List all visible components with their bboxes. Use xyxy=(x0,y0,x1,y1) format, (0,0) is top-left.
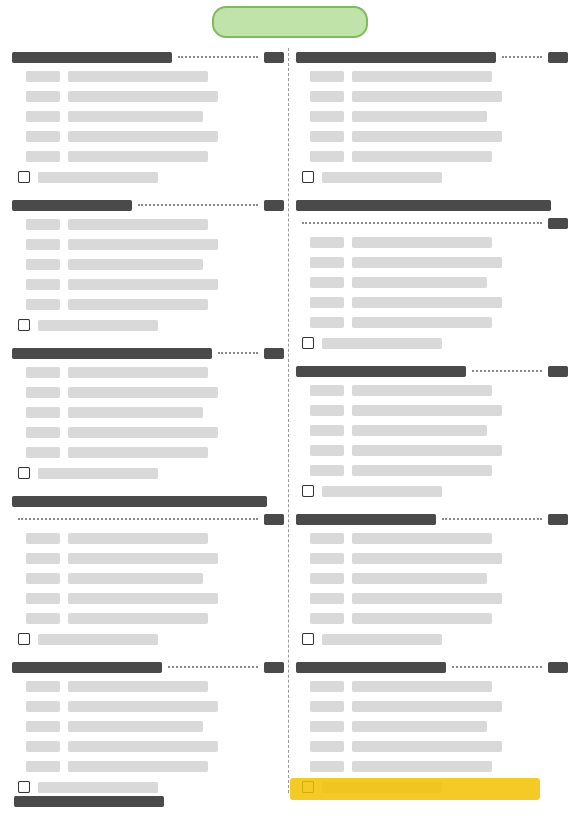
dotted-leader xyxy=(442,518,542,520)
day-row xyxy=(12,234,284,254)
day-row xyxy=(296,400,568,420)
day-row xyxy=(296,272,568,292)
placeholder-bar xyxy=(352,277,487,288)
section-heading xyxy=(12,344,284,362)
placeholder-bar xyxy=(12,200,132,211)
placeholder-bar xyxy=(12,662,162,673)
day-row xyxy=(296,146,568,166)
day-row xyxy=(296,126,568,146)
placeholder-bar xyxy=(26,613,60,624)
placeholder-bar xyxy=(26,407,60,418)
placeholder-bar xyxy=(68,151,208,162)
placeholder-bar xyxy=(38,634,158,645)
section-block xyxy=(296,658,568,798)
day-row xyxy=(12,756,284,776)
day-row xyxy=(12,86,284,106)
section-block xyxy=(12,658,284,798)
placeholder-bar xyxy=(68,259,203,270)
day-row xyxy=(296,608,568,628)
day-row xyxy=(296,588,568,608)
placeholder-bar xyxy=(352,553,502,564)
placeholder-bar xyxy=(322,338,442,349)
placeholder-bar xyxy=(26,387,60,398)
section-block xyxy=(12,48,284,188)
placeholder-bar xyxy=(310,573,344,584)
placeholder-bar xyxy=(264,662,284,673)
placeholder-bar xyxy=(38,782,158,793)
placeholder-bar xyxy=(12,52,172,63)
day-row xyxy=(12,106,284,126)
placeholder-bar xyxy=(296,52,496,63)
placeholder-bar xyxy=(322,172,442,183)
right-column xyxy=(296,48,568,806)
practice-row xyxy=(12,628,284,650)
placeholder-bar xyxy=(68,387,218,398)
placeholder-bar xyxy=(352,71,492,82)
placeholder-bar xyxy=(310,533,344,544)
dotted-leader xyxy=(472,370,542,372)
placeholder-bar xyxy=(68,367,208,378)
placeholder-bar xyxy=(310,593,344,604)
day-row xyxy=(296,548,568,568)
dotted-leader xyxy=(168,666,258,668)
placeholder-bar xyxy=(26,447,60,458)
placeholder-bar xyxy=(68,219,208,230)
placeholder-bar xyxy=(296,366,466,377)
placeholder-bar xyxy=(548,52,568,63)
placeholder-bar xyxy=(68,91,218,102)
placeholder-bar xyxy=(310,445,344,456)
placeholder-bar xyxy=(264,52,284,63)
day-row xyxy=(12,696,284,716)
placeholder-bar xyxy=(264,200,284,211)
placeholder-bar xyxy=(310,701,344,712)
section-block xyxy=(296,196,568,354)
pencil-icon xyxy=(302,337,314,349)
section-heading xyxy=(12,658,284,676)
placeholder-bar xyxy=(26,741,60,752)
placeholder-bar xyxy=(310,131,344,142)
day-row xyxy=(296,380,568,400)
day-row xyxy=(296,716,568,736)
day-row xyxy=(296,676,568,696)
placeholder-bar xyxy=(352,445,502,456)
section-block xyxy=(296,48,568,188)
day-row xyxy=(296,696,568,716)
placeholder-bar xyxy=(310,237,344,248)
day-row xyxy=(296,420,568,440)
practice-row xyxy=(296,628,568,650)
practice-row xyxy=(12,776,284,798)
day-row xyxy=(12,608,284,628)
placeholder-bar xyxy=(352,385,492,396)
placeholder-bar xyxy=(310,761,344,772)
placeholder-bar xyxy=(310,151,344,162)
placeholder-bar xyxy=(310,297,344,308)
placeholder-bar xyxy=(26,553,60,564)
placeholder-bar xyxy=(68,299,208,310)
section-block xyxy=(12,196,284,336)
placeholder-bar xyxy=(310,465,344,476)
section-heading xyxy=(296,362,568,380)
placeholder-bar xyxy=(310,385,344,396)
placeholder-bar xyxy=(68,407,203,418)
day-row xyxy=(296,460,568,480)
day-row xyxy=(12,66,284,86)
placeholder-bar xyxy=(310,91,344,102)
day-row xyxy=(296,292,568,312)
day-row xyxy=(12,548,284,568)
placeholder-bar xyxy=(352,761,492,772)
day-row xyxy=(296,252,568,272)
pencil-icon xyxy=(18,467,30,479)
day-row xyxy=(12,214,284,234)
left-column xyxy=(12,48,284,806)
section-block xyxy=(12,344,284,484)
day-row xyxy=(296,568,568,588)
placeholder-bar xyxy=(12,496,267,507)
placeholder-bar xyxy=(68,427,218,438)
dotted-leader xyxy=(178,56,258,58)
placeholder-bar xyxy=(26,151,60,162)
placeholder-bar xyxy=(548,218,568,229)
placeholder-bar xyxy=(68,761,208,772)
placeholder-bar xyxy=(352,297,502,308)
dotted-leader xyxy=(302,222,542,224)
page-banner xyxy=(212,6,368,38)
placeholder-bar xyxy=(310,277,344,288)
placeholder-bar xyxy=(68,447,208,458)
day-row xyxy=(12,382,284,402)
day-row xyxy=(12,588,284,608)
placeholder-bar xyxy=(26,593,60,604)
practice-row xyxy=(12,166,284,188)
placeholder-bar xyxy=(26,721,60,732)
day-row xyxy=(12,716,284,736)
placeholder-bar xyxy=(352,131,502,142)
placeholder-bar xyxy=(352,91,502,102)
placeholder-bar xyxy=(26,239,60,250)
placeholder-bar xyxy=(322,486,442,497)
practice-row xyxy=(296,332,568,354)
placeholder-bar xyxy=(68,533,208,544)
day-row xyxy=(12,254,284,274)
placeholder-bar xyxy=(352,257,502,268)
placeholder-bar xyxy=(264,348,284,359)
section-heading xyxy=(12,196,284,214)
placeholder-bar xyxy=(68,741,218,752)
watermark xyxy=(290,778,540,800)
placeholder-bar xyxy=(310,553,344,564)
placeholder-bar xyxy=(310,257,344,268)
placeholder-bar xyxy=(310,405,344,416)
section-heading-continued xyxy=(12,510,284,528)
placeholder-bar xyxy=(12,348,212,359)
day-row xyxy=(296,106,568,126)
day-row xyxy=(12,126,284,146)
day-row xyxy=(12,146,284,166)
placeholder-bar xyxy=(352,237,492,248)
placeholder-bar xyxy=(68,701,218,712)
dotted-leader xyxy=(138,204,258,206)
dotted-leader xyxy=(218,352,258,354)
placeholder-bar xyxy=(310,317,344,328)
placeholder-bar xyxy=(26,259,60,270)
placeholder-bar xyxy=(352,741,502,752)
placeholder-bar xyxy=(352,721,487,732)
day-row xyxy=(296,528,568,548)
placeholder-bar xyxy=(68,721,203,732)
section-heading xyxy=(296,658,568,676)
section-block xyxy=(296,362,568,502)
placeholder-bar xyxy=(296,514,436,525)
placeholder-bar xyxy=(352,111,487,122)
pencil-icon xyxy=(18,781,30,793)
placeholder-bar xyxy=(352,701,502,712)
day-row xyxy=(12,736,284,756)
placeholder-bar xyxy=(26,91,60,102)
placeholder-bar xyxy=(352,405,502,416)
placeholder-bar xyxy=(296,662,446,673)
placeholder-bar xyxy=(26,279,60,290)
section-heading xyxy=(12,48,284,66)
section-heading xyxy=(12,492,284,510)
placeholder-bar xyxy=(352,593,502,604)
placeholder-bar xyxy=(38,172,158,183)
placeholder-bar xyxy=(26,219,60,230)
day-row xyxy=(296,736,568,756)
placeholder-bar xyxy=(26,299,60,310)
placeholder-bar xyxy=(68,111,203,122)
day-row xyxy=(12,422,284,442)
section-heading xyxy=(296,48,568,66)
practice-row xyxy=(12,314,284,336)
dotted-leader xyxy=(452,666,542,668)
placeholder-bar xyxy=(352,317,492,328)
day-row xyxy=(12,568,284,588)
section-block xyxy=(12,492,284,650)
placeholder-bar xyxy=(352,425,487,436)
placeholder-bar xyxy=(26,111,60,122)
placeholder-bar xyxy=(310,613,344,624)
section-heading-continued xyxy=(296,214,568,232)
placeholder-bar xyxy=(68,239,218,250)
pencil-icon xyxy=(302,633,314,645)
placeholder-bar xyxy=(38,320,158,331)
dotted-leader xyxy=(18,518,258,520)
placeholder-bar xyxy=(310,741,344,752)
day-row xyxy=(12,294,284,314)
day-row xyxy=(296,312,568,332)
column-divider xyxy=(288,48,289,793)
placeholder-bar xyxy=(68,553,218,564)
section-heading xyxy=(296,196,568,214)
placeholder-bar xyxy=(310,111,344,122)
practice-row xyxy=(296,480,568,502)
practice-row xyxy=(12,462,284,484)
pencil-icon xyxy=(302,485,314,497)
placeholder-bar xyxy=(352,533,492,544)
day-row xyxy=(296,232,568,252)
placeholder-bar xyxy=(26,131,60,142)
placeholder-bar xyxy=(296,200,551,211)
placeholder-bar xyxy=(548,366,568,377)
placeholder-bar xyxy=(68,279,218,290)
practice-row xyxy=(296,166,568,188)
pencil-icon xyxy=(302,171,314,183)
placeholder-bar xyxy=(68,573,203,584)
placeholder-bar xyxy=(26,761,60,772)
placeholder-bar xyxy=(26,427,60,438)
day-row xyxy=(296,440,568,460)
day-row xyxy=(12,442,284,462)
placeholder-bar xyxy=(548,662,568,673)
placeholder-bar xyxy=(322,634,442,645)
placeholder-bar xyxy=(26,573,60,584)
placeholder-bar xyxy=(68,613,208,624)
section-block xyxy=(296,510,568,650)
placeholder-bar xyxy=(68,593,218,604)
placeholder-bar xyxy=(26,71,60,82)
placeholder-bar xyxy=(68,681,208,692)
placeholder-bar xyxy=(352,613,492,624)
placeholder-bar xyxy=(26,367,60,378)
placeholder-bar xyxy=(68,71,208,82)
placeholder-bar xyxy=(352,151,492,162)
placeholder-bar xyxy=(310,71,344,82)
day-row xyxy=(296,756,568,776)
day-row xyxy=(12,402,284,422)
day-row xyxy=(296,86,568,106)
placeholder-bar xyxy=(26,533,60,544)
footnote xyxy=(14,796,164,807)
placeholder-bar xyxy=(264,514,284,525)
placeholder-bar xyxy=(26,701,60,712)
placeholder-bar xyxy=(310,681,344,692)
day-row xyxy=(12,274,284,294)
placeholder-bar xyxy=(352,681,492,692)
pencil-icon xyxy=(18,319,30,331)
pencil-icon xyxy=(18,633,30,645)
day-row xyxy=(12,528,284,548)
day-row xyxy=(296,66,568,86)
placeholder-bar xyxy=(68,131,218,142)
placeholder-bar xyxy=(352,465,492,476)
placeholder-bar xyxy=(310,721,344,732)
placeholder-bar xyxy=(38,468,158,479)
placeholder-bar xyxy=(352,573,487,584)
day-row xyxy=(12,676,284,696)
pencil-icon xyxy=(18,171,30,183)
section-heading xyxy=(296,510,568,528)
day-row xyxy=(12,362,284,382)
placeholder-bar xyxy=(548,514,568,525)
dotted-leader xyxy=(502,56,542,58)
placeholder-bar xyxy=(26,681,60,692)
placeholder-bar xyxy=(310,425,344,436)
